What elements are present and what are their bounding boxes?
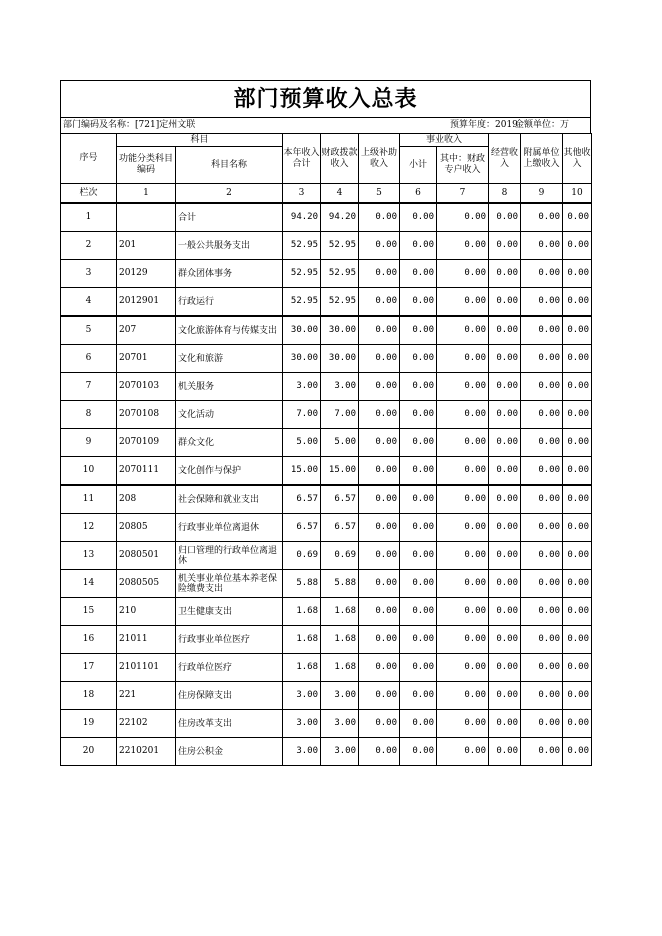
row-affiliated: 0.00 bbox=[521, 682, 563, 710]
row-other: 0.00 bbox=[563, 316, 592, 345]
table-row bbox=[61, 626, 592, 654]
row-name: 行政事业单位离退休 bbox=[176, 514, 283, 542]
column-number: 8 bbox=[489, 184, 521, 204]
row-affiliated: 0.00 bbox=[521, 429, 563, 457]
row-code bbox=[117, 203, 176, 232]
row-affiliated: 0.00 bbox=[521, 626, 563, 654]
row-seq: 15 bbox=[61, 598, 117, 626]
header-row-1 bbox=[61, 134, 592, 147]
row-other: 0.00 bbox=[563, 626, 592, 654]
row-seq: 10 bbox=[61, 457, 117, 486]
column-number: 6 bbox=[400, 184, 437, 204]
row-name: 机关事业单位基本养老保险缴费支出 bbox=[176, 570, 283, 598]
table-row bbox=[61, 457, 592, 486]
row-name: 合计 bbox=[176, 203, 283, 232]
row-total: 6.57 bbox=[283, 485, 321, 514]
row-other: 0.00 bbox=[563, 542, 592, 570]
header-seq: 序号 bbox=[61, 134, 117, 184]
row-special: 0.00 bbox=[437, 457, 489, 486]
row-fiscal: 52.95 bbox=[321, 260, 359, 288]
row-fiscal: 52.95 bbox=[321, 288, 359, 317]
table-row bbox=[61, 738, 592, 766]
table-row bbox=[61, 232, 592, 260]
row-total: 1.68 bbox=[283, 654, 321, 682]
table-row bbox=[61, 542, 592, 570]
row-operating: 0.00 bbox=[489, 654, 521, 682]
row-total: 0.69 bbox=[283, 542, 321, 570]
row-special: 0.00 bbox=[437, 288, 489, 317]
row-name: 归口管理的行政单位离退休 bbox=[176, 542, 283, 570]
row-name: 行政事业单位医疗 bbox=[176, 626, 283, 654]
row-superior: 0.00 bbox=[359, 288, 400, 317]
row-special: 0.00 bbox=[437, 316, 489, 345]
row-code: 221 bbox=[117, 682, 176, 710]
income-table bbox=[60, 133, 592, 766]
header-business-group: 事业收入 bbox=[400, 134, 489, 147]
row-affiliated: 0.00 bbox=[521, 710, 563, 738]
table-row bbox=[61, 316, 592, 345]
row-fiscal: 6.57 bbox=[321, 514, 359, 542]
row-subtotal: 0.00 bbox=[400, 738, 437, 766]
row-total: 30.00 bbox=[283, 345, 321, 373]
table-body bbox=[61, 203, 592, 766]
row-total: 5.00 bbox=[283, 429, 321, 457]
row-superior: 0.00 bbox=[359, 542, 400, 570]
header-total: 本年收入合计 bbox=[283, 134, 321, 184]
row-subtotal: 0.00 bbox=[400, 598, 437, 626]
budget-sheet bbox=[60, 80, 591, 766]
row-subtotal: 0.00 bbox=[400, 345, 437, 373]
row-superior: 0.00 bbox=[359, 401, 400, 429]
row-name: 文化活动 bbox=[176, 401, 283, 429]
row-code: 21011 bbox=[117, 626, 176, 654]
row-name: 社会保障和就业支出 bbox=[176, 485, 283, 514]
row-affiliated: 0.00 bbox=[521, 345, 563, 373]
table-row bbox=[61, 429, 592, 457]
table-row bbox=[61, 682, 592, 710]
row-name: 行政运行 bbox=[176, 288, 283, 317]
row-name: 住房改革支出 bbox=[176, 710, 283, 738]
row-seq: 5 bbox=[61, 316, 117, 345]
row-affiliated: 0.00 bbox=[521, 288, 563, 317]
row-seq: 20 bbox=[61, 738, 117, 766]
row-operating: 0.00 bbox=[489, 542, 521, 570]
row-superior: 0.00 bbox=[359, 345, 400, 373]
row-superior: 0.00 bbox=[359, 316, 400, 345]
row-name: 群众文化 bbox=[176, 429, 283, 457]
table-row bbox=[61, 654, 592, 682]
row-operating: 0.00 bbox=[489, 288, 521, 317]
row-fiscal: 94.20 bbox=[321, 203, 359, 232]
header-affiliated: 附属单位上缴收入 bbox=[521, 134, 563, 184]
row-subtotal: 0.00 bbox=[400, 514, 437, 542]
row-fiscal: 7.00 bbox=[321, 401, 359, 429]
row-total: 3.00 bbox=[283, 682, 321, 710]
row-fiscal: 0.69 bbox=[321, 542, 359, 570]
row-code: 2080501 bbox=[117, 542, 176, 570]
column-number: 栏次 bbox=[61, 184, 117, 204]
row-special: 0.00 bbox=[437, 401, 489, 429]
row-operating: 0.00 bbox=[489, 570, 521, 598]
row-other: 0.00 bbox=[563, 260, 592, 288]
page-title: 部门预算收入总表 bbox=[60, 80, 591, 117]
row-subtotal: 0.00 bbox=[400, 429, 437, 457]
row-special: 0.00 bbox=[437, 626, 489, 654]
table-row bbox=[61, 485, 592, 514]
column-number: 10 bbox=[563, 184, 592, 204]
row-code: 20805 bbox=[117, 514, 176, 542]
row-operating: 0.00 bbox=[489, 598, 521, 626]
dept-label: 部门编码及名称：[721]定州文联 bbox=[63, 120, 196, 130]
row-operating: 0.00 bbox=[489, 203, 521, 232]
row-seq: 6 bbox=[61, 345, 117, 373]
row-other: 0.00 bbox=[563, 598, 592, 626]
row-operating: 0.00 bbox=[489, 316, 521, 345]
row-seq: 9 bbox=[61, 429, 117, 457]
row-operating: 0.00 bbox=[489, 682, 521, 710]
header-subject-group: 科目 bbox=[117, 134, 283, 147]
row-subtotal: 0.00 bbox=[400, 457, 437, 486]
column-number: 3 bbox=[283, 184, 321, 204]
row-superior: 0.00 bbox=[359, 654, 400, 682]
row-superior: 0.00 bbox=[359, 373, 400, 401]
row-other: 0.00 bbox=[563, 401, 592, 429]
row-other: 0.00 bbox=[563, 738, 592, 766]
table-row bbox=[61, 710, 592, 738]
row-other: 0.00 bbox=[563, 345, 592, 373]
row-operating: 0.00 bbox=[489, 232, 521, 260]
row-fiscal: 5.88 bbox=[321, 570, 359, 598]
row-affiliated: 0.00 bbox=[521, 232, 563, 260]
row-subtotal: 0.00 bbox=[400, 654, 437, 682]
row-seq: 18 bbox=[61, 682, 117, 710]
row-total: 30.00 bbox=[283, 316, 321, 345]
row-other: 0.00 bbox=[563, 288, 592, 317]
row-affiliated: 0.00 bbox=[521, 570, 563, 598]
row-total: 1.68 bbox=[283, 626, 321, 654]
header-fiscal: 财政拨款收入 bbox=[321, 134, 359, 184]
table-row bbox=[61, 260, 592, 288]
row-seq: 16 bbox=[61, 626, 117, 654]
row-operating: 0.00 bbox=[489, 373, 521, 401]
row-superior: 0.00 bbox=[359, 514, 400, 542]
row-seq: 19 bbox=[61, 710, 117, 738]
row-special: 0.00 bbox=[437, 542, 489, 570]
row-code: 2080505 bbox=[117, 570, 176, 598]
row-operating: 0.00 bbox=[489, 738, 521, 766]
row-other: 0.00 bbox=[563, 232, 592, 260]
row-name: 文化和旅游 bbox=[176, 345, 283, 373]
row-total: 94.20 bbox=[283, 203, 321, 232]
row-code: 201 bbox=[117, 232, 176, 260]
row-fiscal: 5.00 bbox=[321, 429, 359, 457]
row-subtotal: 0.00 bbox=[400, 570, 437, 598]
row-code: 210 bbox=[117, 598, 176, 626]
row-affiliated: 0.00 bbox=[521, 542, 563, 570]
table-row bbox=[61, 514, 592, 542]
row-subtotal: 0.00 bbox=[400, 542, 437, 570]
row-subtotal: 0.00 bbox=[400, 260, 437, 288]
row-name: 一般公共服务支出 bbox=[176, 232, 283, 260]
row-name: 行政单位医疗 bbox=[176, 654, 283, 682]
row-total: 7.00 bbox=[283, 401, 321, 429]
row-subtotal: 0.00 bbox=[400, 626, 437, 654]
row-total: 15.00 bbox=[283, 457, 321, 486]
row-seq: 2 bbox=[61, 232, 117, 260]
header-operating: 经营收入 bbox=[489, 134, 521, 184]
row-special: 0.00 bbox=[437, 598, 489, 626]
column-number: 2 bbox=[176, 184, 283, 204]
row-affiliated: 0.00 bbox=[521, 457, 563, 486]
row-superior: 0.00 bbox=[359, 626, 400, 654]
table-row bbox=[61, 288, 592, 317]
row-affiliated: 0.00 bbox=[521, 401, 563, 429]
row-superior: 0.00 bbox=[359, 457, 400, 486]
row-subtotal: 0.00 bbox=[400, 288, 437, 317]
header-subtotal: 小计 bbox=[400, 147, 437, 184]
row-seq: 12 bbox=[61, 514, 117, 542]
row-special: 0.00 bbox=[437, 260, 489, 288]
row-other: 0.00 bbox=[563, 429, 592, 457]
row-other: 0.00 bbox=[563, 485, 592, 514]
row-operating: 0.00 bbox=[489, 514, 521, 542]
row-special: 0.00 bbox=[437, 710, 489, 738]
row-operating: 0.00 bbox=[489, 429, 521, 457]
row-total: 52.95 bbox=[283, 260, 321, 288]
row-fiscal: 3.00 bbox=[321, 682, 359, 710]
header-func-code: 功能分类科目编码 bbox=[117, 147, 176, 184]
row-other: 0.00 bbox=[563, 457, 592, 486]
row-seq: 7 bbox=[61, 373, 117, 401]
row-other: 0.00 bbox=[563, 682, 592, 710]
row-affiliated: 0.00 bbox=[521, 373, 563, 401]
row-superior: 0.00 bbox=[359, 682, 400, 710]
row-special: 0.00 bbox=[437, 485, 489, 514]
row-special: 0.00 bbox=[437, 203, 489, 232]
header-subject-name: 科目名称 bbox=[176, 147, 283, 184]
row-code: 20129 bbox=[117, 260, 176, 288]
row-fiscal: 3.00 bbox=[321, 738, 359, 766]
row-operating: 0.00 bbox=[489, 485, 521, 514]
row-affiliated: 0.00 bbox=[521, 316, 563, 345]
column-number: 4 bbox=[321, 184, 359, 204]
row-fiscal: 1.68 bbox=[321, 598, 359, 626]
row-special: 0.00 bbox=[437, 682, 489, 710]
table-row bbox=[61, 373, 592, 401]
row-subtotal: 0.00 bbox=[400, 710, 437, 738]
row-superior: 0.00 bbox=[359, 260, 400, 288]
row-superior: 0.00 bbox=[359, 598, 400, 626]
table-row bbox=[61, 570, 592, 598]
row-other: 0.00 bbox=[563, 710, 592, 738]
row-superior: 0.00 bbox=[359, 485, 400, 514]
row-name: 文化旅游体育与传媒支出 bbox=[176, 316, 283, 345]
row-affiliated: 0.00 bbox=[521, 598, 563, 626]
row-seq: 17 bbox=[61, 654, 117, 682]
row-affiliated: 0.00 bbox=[521, 260, 563, 288]
row-subtotal: 0.00 bbox=[400, 682, 437, 710]
row-code: 2070109 bbox=[117, 429, 176, 457]
row-code: 208 bbox=[117, 485, 176, 514]
column-number-row bbox=[61, 184, 592, 204]
row-affiliated: 0.00 bbox=[521, 514, 563, 542]
row-superior: 0.00 bbox=[359, 570, 400, 598]
row-special: 0.00 bbox=[437, 514, 489, 542]
row-total: 3.00 bbox=[283, 738, 321, 766]
row-code: 2012901 bbox=[117, 288, 176, 317]
row-other: 0.00 bbox=[563, 570, 592, 598]
row-special: 0.00 bbox=[437, 429, 489, 457]
row-code: 207 bbox=[117, 316, 176, 345]
unit-label: 金额单位：万 bbox=[515, 120, 570, 130]
row-total: 3.00 bbox=[283, 710, 321, 738]
column-number: 5 bbox=[359, 184, 400, 204]
row-operating: 0.00 bbox=[489, 345, 521, 373]
row-other: 0.00 bbox=[563, 373, 592, 401]
row-subtotal: 0.00 bbox=[400, 232, 437, 260]
row-special: 0.00 bbox=[437, 232, 489, 260]
row-operating: 0.00 bbox=[489, 710, 521, 738]
row-special: 0.00 bbox=[437, 345, 489, 373]
row-affiliated: 0.00 bbox=[521, 485, 563, 514]
row-name: 卫生健康支出 bbox=[176, 598, 283, 626]
row-name: 住房保障支出 bbox=[176, 682, 283, 710]
row-fiscal: 3.00 bbox=[321, 710, 359, 738]
row-subtotal: 0.00 bbox=[400, 401, 437, 429]
row-code: 22102 bbox=[117, 710, 176, 738]
row-operating: 0.00 bbox=[489, 260, 521, 288]
column-number: 9 bbox=[521, 184, 563, 204]
row-other: 0.00 bbox=[563, 514, 592, 542]
row-name: 文化创作与保护 bbox=[176, 457, 283, 486]
row-seq: 11 bbox=[61, 485, 117, 514]
row-superior: 0.00 bbox=[359, 232, 400, 260]
row-other: 0.00 bbox=[563, 203, 592, 232]
row-special: 0.00 bbox=[437, 654, 489, 682]
row-affiliated: 0.00 bbox=[521, 203, 563, 232]
row-seq: 3 bbox=[61, 260, 117, 288]
header-special: 其中：财政专户收入 bbox=[437, 147, 489, 184]
row-special: 0.00 bbox=[437, 570, 489, 598]
row-code: 2070111 bbox=[117, 457, 176, 486]
row-other: 0.00 bbox=[563, 654, 592, 682]
row-superior: 0.00 bbox=[359, 429, 400, 457]
row-seq: 4 bbox=[61, 288, 117, 317]
row-subtotal: 0.00 bbox=[400, 373, 437, 401]
row-subtotal: 0.00 bbox=[400, 316, 437, 345]
row-fiscal: 1.68 bbox=[321, 654, 359, 682]
row-superior: 0.00 bbox=[359, 738, 400, 766]
row-seq: 8 bbox=[61, 401, 117, 429]
row-total: 52.95 bbox=[283, 288, 321, 317]
row-special: 0.00 bbox=[437, 738, 489, 766]
row-subtotal: 0.00 bbox=[400, 203, 437, 232]
meta-row bbox=[60, 117, 591, 133]
header-other: 其他收入 bbox=[563, 134, 592, 184]
table-row bbox=[61, 203, 592, 232]
row-total: 52.95 bbox=[283, 232, 321, 260]
row-fiscal: 30.00 bbox=[321, 345, 359, 373]
row-seq: 13 bbox=[61, 542, 117, 570]
column-number: 7 bbox=[437, 184, 489, 204]
row-name: 群众团体事务 bbox=[176, 260, 283, 288]
row-total: 5.88 bbox=[283, 570, 321, 598]
table-row bbox=[61, 401, 592, 429]
header-superior: 上级补助收入 bbox=[359, 134, 400, 184]
row-subtotal: 0.00 bbox=[400, 485, 437, 514]
row-fiscal: 15.00 bbox=[321, 457, 359, 486]
row-superior: 0.00 bbox=[359, 710, 400, 738]
row-operating: 0.00 bbox=[489, 626, 521, 654]
row-total: 1.68 bbox=[283, 598, 321, 626]
row-total: 6.57 bbox=[283, 514, 321, 542]
row-code: 2101101 bbox=[117, 654, 176, 682]
column-number: 1 bbox=[117, 184, 176, 204]
row-fiscal: 30.00 bbox=[321, 316, 359, 345]
row-fiscal: 52.95 bbox=[321, 232, 359, 260]
table-row bbox=[61, 598, 592, 626]
row-seq: 14 bbox=[61, 570, 117, 598]
row-operating: 0.00 bbox=[489, 401, 521, 429]
row-affiliated: 0.00 bbox=[521, 654, 563, 682]
row-fiscal: 6.57 bbox=[321, 485, 359, 514]
row-code: 20701 bbox=[117, 345, 176, 373]
row-name: 机关服务 bbox=[176, 373, 283, 401]
row-affiliated: 0.00 bbox=[521, 738, 563, 766]
row-code: 2070108 bbox=[117, 401, 176, 429]
table-row bbox=[61, 345, 592, 373]
row-fiscal: 1.68 bbox=[321, 626, 359, 654]
row-total: 3.00 bbox=[283, 373, 321, 401]
row-special: 0.00 bbox=[437, 373, 489, 401]
row-operating: 0.00 bbox=[489, 457, 521, 486]
year-label: 预算年度：2019 bbox=[450, 120, 518, 130]
row-seq: 1 bbox=[61, 203, 117, 232]
row-fiscal: 3.00 bbox=[321, 373, 359, 401]
row-name: 住房公积金 bbox=[176, 738, 283, 766]
row-superior: 0.00 bbox=[359, 203, 400, 232]
row-code: 2070103 bbox=[117, 373, 176, 401]
row-code: 2210201 bbox=[117, 738, 176, 766]
